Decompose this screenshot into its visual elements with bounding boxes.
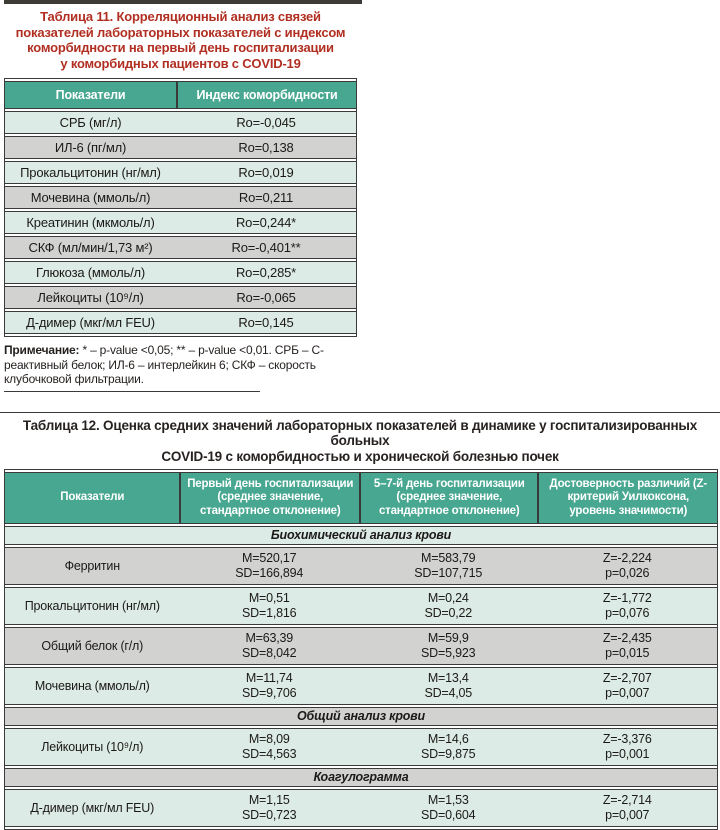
p-value: p=0,076 [605,606,650,620]
table11-title-line: показателей лабораторных показателей с индексом [15,24,346,40]
table11-title-line: коморбидности на первый день госпитализации [27,40,334,55]
p-value: p=0,026 [605,566,650,580]
indicator-cell: Д-димер (мкг/мл FEU) [5,311,176,334]
indicator-cell: Креатинин (мкмоль/л) [5,211,176,234]
table12-col-header-indicators: Показатели [5,472,179,524]
column-top-rule [4,0,362,4]
table-row [5,667,717,705]
sd-value: SD=1,816 [242,606,297,620]
day5-7-cell [359,587,538,625]
sd-value: SD=8,042 [242,646,297,660]
value-cell: Ro=0,211 [176,186,356,209]
table-row [5,136,356,159]
table11-header-row [5,81,356,109]
sd-value: SD=4,563 [242,747,297,761]
indicator-cell: Глюкоза (ммоль/л) [5,261,176,284]
p-value: p=0,001 [605,747,650,761]
mean-value: M=0,51 [248,591,290,605]
day5-7-cell [359,547,538,585]
mean-value: M=1,15 [248,793,290,807]
table12 [5,470,717,829]
table12-title-line: Таблица 12. Оценка средних значений лабораторных показателей в динамике у госпитализированных больных [22,417,698,448]
indicator-cell: ИЛ-6 (пг/мл) [5,136,176,159]
table-row [5,547,717,585]
indicator-cell: СКФ (мл/мин/1,73 м²) [5,236,176,259]
p-value: p=0,007 [605,686,650,700]
z-value: Z=-2,714 [602,793,652,807]
z-value: Z=-2,224 [602,551,652,565]
indicator-cell: Мочевина (ммоль/л) [5,186,176,209]
section-header-row [5,707,717,726]
value-cell: Ro=0,244* [176,211,356,234]
table11-footnote [4,343,357,387]
table12-title [4,418,716,465]
indicator-cell: Д-димер (мкг/мл FEU) [5,789,179,827]
z-value: Z=-3,376 [602,732,652,746]
value-cell: Ro=-0,401** [176,236,356,259]
table12-header-row [5,472,717,524]
value-cell: Ro=-0,065 [176,286,356,309]
footnote-bottom-rule [4,391,260,392]
table-row [5,236,356,259]
table11-frame [4,78,357,337]
table12-col-header-day1: Первый день госпитализации (среднее значение, стандартное отклонение) [179,472,359,524]
table-row [5,311,356,334]
section-header-biochemistry: Биохимический анализ крови [5,526,717,545]
p-value: p=0,015 [605,646,650,660]
significance-cell [537,587,717,625]
table-row [5,789,717,827]
footnote-text: * – p-value <0,05; ** – p-value <0,01. СРБ – С-реактивный белок; ИЛ-6 – интерлейкин 6; СКФ – скорость клубочковой фильтрации. [4,343,324,386]
significance-cell [537,728,717,766]
table12-col-header-significance: Достоверность различий (Z-критерий Уилкоксона, уровень значимости) [537,472,717,524]
footnote-label: Примечание: [4,343,80,357]
mean-value: M=13,4 [427,671,469,685]
value-cell: Ro=-0,045 [176,111,356,134]
indicator-cell: Прокальцитонин (нг/мл) [5,161,176,184]
significance-cell [537,667,717,705]
table11-title [4,9,357,71]
table-row [5,111,356,134]
table-row [5,587,717,625]
mean-value: M=8,09 [248,732,290,746]
sd-value: SD=166,894 [235,566,304,580]
table12-frame [4,469,718,830]
mean-value: M=520,17 [242,551,297,565]
indicator-cell: Прокальцитонин (нг/мл) [5,587,179,625]
mean-value: M=583,79 [421,551,476,565]
table-row [5,161,356,184]
day5-7-cell [359,667,538,705]
mean-value: M=14,6 [427,732,469,746]
value-cell: Ro=0,138 [176,136,356,159]
table-row [5,627,717,665]
sd-value: SD=4,05 [424,686,473,700]
section-header-general-blood: Общий анализ крови [5,707,717,726]
day1-cell [179,728,359,766]
mean-value: M=63,39 [245,631,294,645]
indicator-cell: Лейкоциты (10⁹/л) [5,728,179,766]
indicator-cell: Мочевина (ммоль/л) [5,667,179,705]
value-cell: Ro=0,145 [176,311,356,334]
left-column [0,0,362,392]
p-value: p=0,007 [605,808,650,822]
z-value: Z=-2,435 [602,631,652,645]
section-header-row [5,768,717,787]
table-row [5,728,717,766]
sd-value: SD=0,604 [421,808,476,822]
table11 [5,79,356,336]
mean-value: M=59,9 [427,631,469,645]
value-cell: Ro=0,285* [176,261,356,284]
table11-col-header-indicators: Показатели [5,81,176,109]
indicator-cell: Ферритин [5,547,179,585]
value-cell: Ro=0,019 [176,161,356,184]
z-value: Z=-1,772 [602,591,652,605]
table12-col-header-day5-7: 5–7-й день госпитализации (среднее значение, стандартное отклонение) [359,472,538,524]
table-row [5,286,356,309]
indicator-cell: Лейкоциты (10⁹/л) [5,286,176,309]
table-row [5,186,356,209]
significance-cell [537,627,717,665]
table11-title-line: у коморбидных пациентов с COVID-19 [60,55,301,71]
significance-cell [537,547,717,585]
table-row [5,211,356,234]
mean-value: M=11,74 [245,671,293,685]
sd-value: SD=9,875 [421,747,476,761]
day5-7-cell [359,789,538,827]
z-value: Z=-2,707 [602,671,652,685]
day1-cell [179,789,359,827]
sd-value: SD=0,22 [424,606,473,620]
day1-cell [179,627,359,665]
section-divider-rule [0,412,720,413]
significance-cell [537,789,717,827]
sd-value: SD=5,923 [421,646,476,660]
day1-cell [179,667,359,705]
day5-7-cell [359,627,538,665]
table-row [5,261,356,284]
section-header-coagulogram: Коагулограмма [5,768,717,787]
table12-title-line: COVID-19 с коморбидностью и хронической болезнью почек [161,448,559,464]
indicator-cell: Общий белок (г/л) [5,627,179,665]
day5-7-cell [359,728,538,766]
sd-value: SD=0,723 [242,808,297,822]
table11-title-line: Таблица 11. Корреляционный анализ связей [40,9,321,24]
section-header-row [5,526,717,545]
mean-value: M=1,53 [427,793,469,807]
table11-col-header-comorbidity-index: Индекс коморбидности [176,81,356,109]
sd-value: SD=107,715 [414,566,483,580]
day1-cell [179,587,359,625]
mean-value: M=0,24 [427,591,469,605]
indicator-cell: СРБ (мг/л) [5,111,176,134]
sd-value: SD=9,706 [242,686,297,700]
day1-cell [179,547,359,585]
